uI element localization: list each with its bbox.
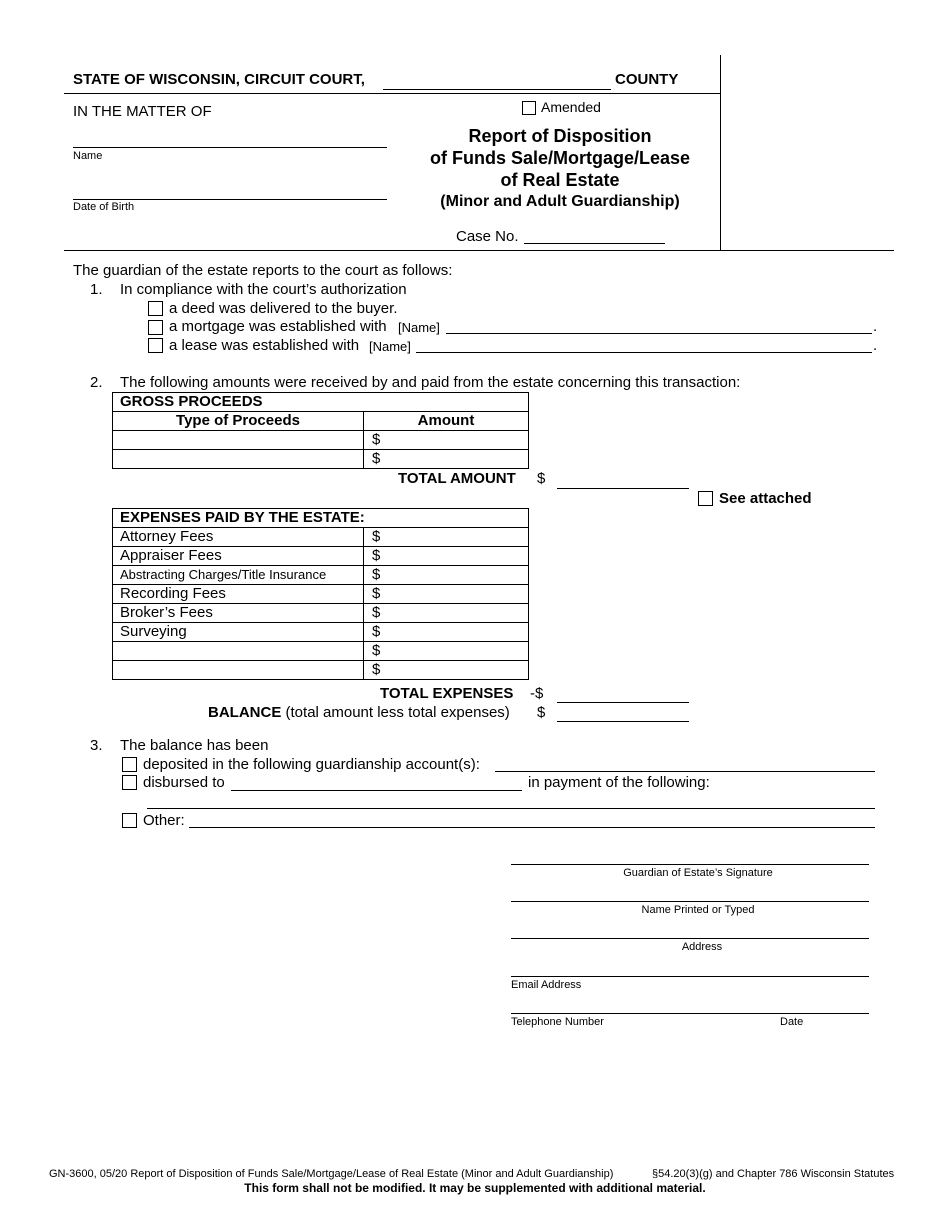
in-the-matter-label: IN THE MATTER OF [73, 103, 212, 120]
item1-number: 1. [90, 281, 103, 298]
disbursed-to-field[interactable] [231, 790, 522, 791]
balance-label: BALANCE [208, 704, 282, 721]
name-printed-label: Name Printed or Typed [641, 904, 755, 916]
item2-number: 2. [90, 374, 103, 391]
footer-statutes: §54.20(3)(g) and Chapter 786 Wisconsin Statutes [652, 1168, 895, 1180]
table-row [113, 585, 529, 604]
balance-description: (total amount less total expenses) [285, 704, 510, 721]
table-row [113, 393, 529, 412]
date-of-birth-field[interactable] [73, 199, 387, 200]
see-attached-checkbox[interactable] [698, 491, 713, 506]
expense-amount-cell[interactable]: $ [364, 528, 529, 547]
expense-blank-type[interactable] [113, 661, 364, 680]
expense-amount-cell[interactable]: $ [364, 585, 529, 604]
email-field[interactable] [511, 976, 869, 977]
disbursed-label: disbursed to [143, 774, 225, 791]
expense-abstracting-charges: Abstracting Charges/Title Insurance [113, 566, 364, 585]
expenses-table [112, 508, 529, 680]
table-row [113, 528, 529, 547]
case-number-field[interactable] [524, 243, 665, 244]
item1-text: In compliance with the court’s authorization [120, 281, 407, 298]
deposited-accounts-field[interactable] [495, 771, 875, 772]
other-field[interactable] [189, 827, 875, 828]
table-row [113, 509, 529, 528]
total-expenses-field[interactable] [557, 702, 689, 703]
disbursed-checkbox[interactable] [122, 775, 137, 790]
lease-checkbox[interactable] [148, 338, 163, 353]
expense-recording-fees: Recording Fees [113, 585, 364, 604]
telephone-label: Telephone Number [511, 1016, 604, 1028]
mortgage-name-hint: [Name] [398, 320, 440, 335]
name-label: Name [73, 150, 103, 162]
header-bottom-rule [64, 250, 894, 251]
header-right-border [720, 55, 721, 251]
table-row [113, 566, 529, 585]
header-court-rule [64, 93, 720, 94]
name-field[interactable] [73, 147, 387, 148]
item3-number: 3. [90, 737, 103, 754]
deed-label: a deed was delivered to the buyer. [169, 300, 398, 317]
email-label: Email Address [511, 979, 582, 991]
proceeds-type-cell[interactable] [113, 450, 364, 469]
mortgage-name-field[interactable] [446, 333, 872, 334]
total-expenses-minus-dollar: -$ [530, 685, 544, 702]
table-row [113, 604, 529, 623]
type-of-proceeds-header: Type of Proceeds [113, 412, 364, 431]
proceeds-amount-cell[interactable]: $ [364, 450, 529, 469]
address-label: Address [681, 941, 723, 953]
lease-name-field[interactable] [416, 352, 872, 353]
footer-form-id: GN-3600, 05/20 Report of Disposition of Funds Sale/Mortgage/Lease of Real Estate (Minor and Adult Guardianship) [49, 1168, 614, 1180]
proceeds-amount-cell[interactable]: $ [364, 431, 529, 450]
expense-appraiser-fees: Appraiser Fees [113, 547, 364, 566]
amended-checkbox[interactable] [522, 101, 536, 115]
lease-label: a lease was established with [169, 337, 360, 354]
phone-date-field[interactable] [511, 1013, 869, 1014]
total-amount-label: TOTAL AMOUNT [398, 470, 516, 487]
expense-amount-cell[interactable]: $ [364, 547, 529, 566]
lease-name-hint: [Name] [369, 339, 411, 354]
expense-brokers-fees: Broker’s Fees [113, 604, 364, 623]
mortgage-checkbox[interactable] [148, 320, 163, 335]
payment-details-field[interactable] [147, 808, 875, 809]
form-title-line3: of Real Estate [500, 170, 620, 190]
expenses-header: EXPENSES PAID BY THE ESTATE: [113, 509, 529, 528]
lease-period: . [873, 337, 878, 354]
expense-amount-cell[interactable]: $ [364, 604, 529, 623]
balance-field[interactable] [557, 721, 689, 722]
deed-checkbox[interactable] [148, 301, 163, 316]
item2-text: The following amounts were received by and paid from the estate concerning this transaction: [120, 374, 741, 391]
total-expenses-label: TOTAL EXPENSES [380, 685, 514, 702]
balance-dollar: $ [537, 704, 546, 721]
mortgage-label: a mortgage was established with [169, 318, 387, 335]
table-row [113, 547, 529, 566]
county-label: COUNTY [615, 71, 679, 88]
signature-label: Guardian of Estate’s Signature [623, 867, 773, 879]
signature-field[interactable] [511, 864, 869, 865]
form-title-line2: of Funds Sale/Mortgage/Lease [429, 148, 691, 168]
amount-header: Amount [364, 412, 529, 431]
amended-label: Amended [541, 99, 601, 115]
court-label: STATE OF WISCONSIN, CIRCUIT COURT, [73, 71, 365, 88]
table-row [113, 623, 529, 642]
proceeds-type-cell[interactable] [113, 431, 364, 450]
case-number-label: Case No. [456, 228, 519, 245]
expense-surveying: Surveying [113, 623, 364, 642]
balance-line [208, 704, 510, 721]
table-row [113, 412, 529, 431]
footer-notice: This form shall not be modified. It may be supplemented with additional material. [244, 1181, 706, 1195]
intro-text: The guardian of the estate reports to the court as follows: [73, 262, 453, 279]
expense-attorney-fees: Attorney Fees [113, 528, 364, 547]
item3-text: The balance has been [120, 737, 269, 754]
table-row [113, 661, 529, 680]
county-name-field[interactable] [383, 89, 611, 90]
expense-amount-cell[interactable]: $ [364, 623, 529, 642]
expense-amount-cell[interactable]: $ [364, 661, 529, 680]
date-label: Date [780, 1016, 804, 1028]
expense-amount-cell[interactable]: $ [364, 566, 529, 585]
deposited-label: deposited in the following guardianship account(s): [143, 756, 480, 773]
total-amount-dollar: $ [537, 470, 546, 487]
deposited-checkbox[interactable] [122, 757, 137, 772]
other-checkbox[interactable] [122, 813, 137, 828]
table-row [113, 450, 529, 469]
expense-amount-cell[interactable]: $ [364, 642, 529, 661]
total-amount-field[interactable] [557, 488, 689, 489]
name-printed-field[interactable] [511, 901, 869, 902]
mortgage-period: . [873, 318, 878, 335]
payment-label: in payment of the following: [528, 774, 710, 791]
gross-proceeds-table [112, 392, 529, 469]
form-title-line1: Report of Disposition [468, 126, 652, 146]
address-field[interactable] [511, 938, 869, 939]
gross-proceeds-header: GROSS PROCEEDS [113, 393, 529, 412]
see-attached-label: See attached [719, 490, 812, 507]
table-row [113, 431, 529, 450]
other-label: Other: [143, 812, 185, 829]
date-of-birth-label: Date of Birth [73, 201, 135, 213]
form-title-line4: (Minor and Adult Guardianship) [440, 193, 680, 210]
expense-blank-type[interactable] [113, 642, 364, 661]
table-row [113, 642, 529, 661]
